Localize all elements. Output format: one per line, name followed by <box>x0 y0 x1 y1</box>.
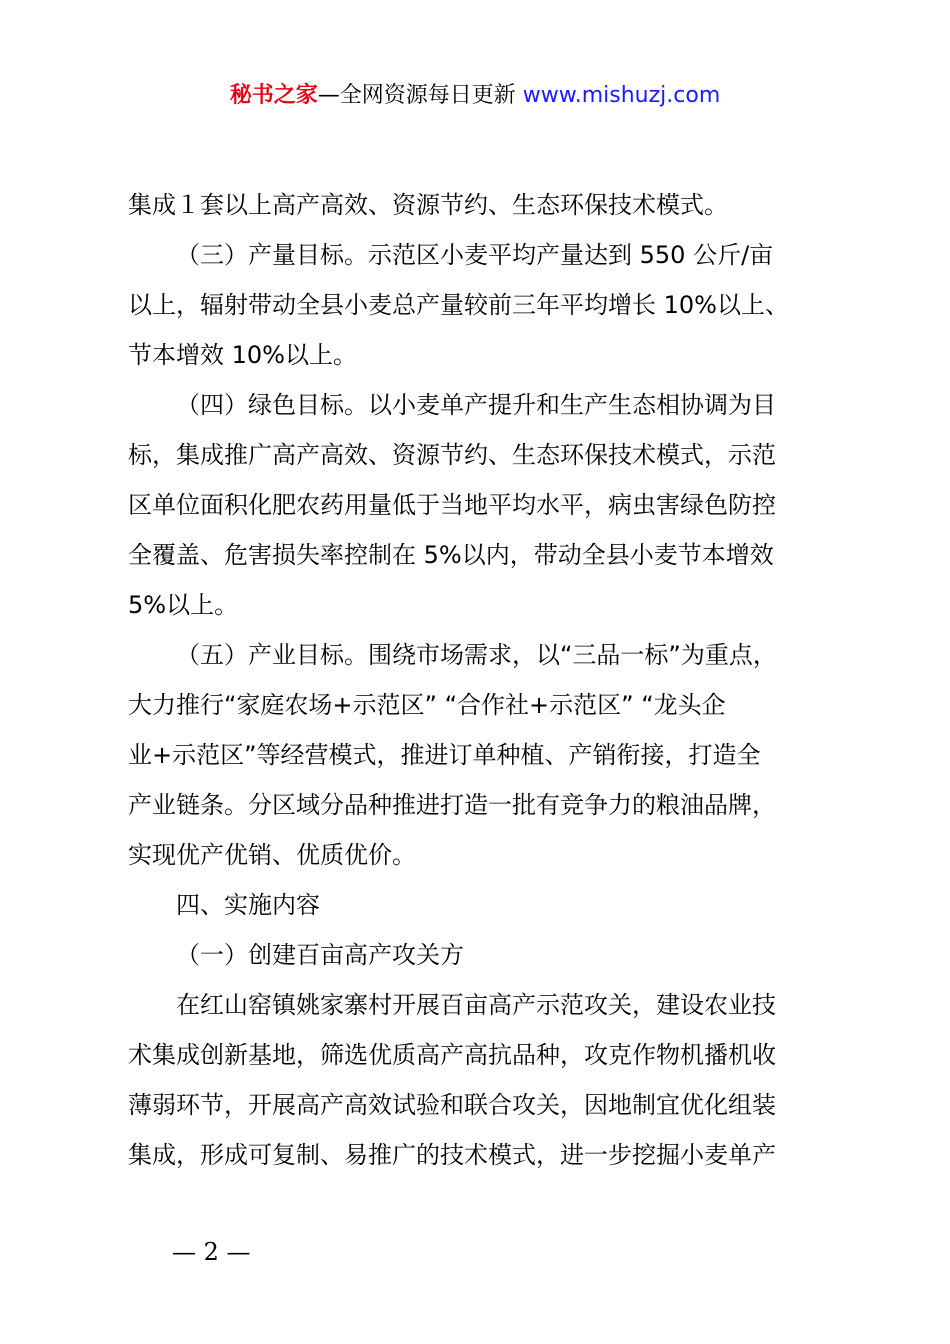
body-line: 以上，辐射带动全县小麦总产量较前三年平均增长 10%以上、 <box>128 291 789 319</box>
body-line: 集成１套以上高产高效、资源节约、生态环保技术模式。 <box>128 191 728 219</box>
paragraph-heading-industry-target: （五）产业目标。围绕市场需求，以“三品一标”为重点， <box>176 641 777 669</box>
body-line: 在红山窑镇姚家寨村开展百亩高产示范攻关，建设农业技 <box>176 991 776 1019</box>
body-line: 全覆盖、危害损失率控制在 5%以内，带动全县小麦节本增效 <box>128 541 774 569</box>
body-line: 薄弱环节，开展高产高效试验和联合攻关，因地制宜优化组装 <box>128 1091 776 1119</box>
body-line: 区单位面积化肥农药用量低于当地平均水平，病虫害绿色防控 <box>128 491 776 519</box>
body-line: 术集成创新基地，筛选优质高产高抗品种，攻克作物机播机收 <box>128 1041 776 1069</box>
brand-name: 秘书之家 <box>229 83 318 108</box>
banner-tagline: —全网资源每日更新 <box>317 83 516 108</box>
body-line: 实现优产优销、优质优价。 <box>128 841 416 869</box>
body-line: 产业链条。分区域分品种推进打造一批有竞争力的粮油品牌， <box>128 791 776 819</box>
subsection-heading-high-yield: （一）创建百亩高产攻关方 <box>176 941 464 969</box>
body-line: 5%以上。 <box>128 591 239 619</box>
site-banner <box>0 80 950 112</box>
paragraph-heading-yield-target: （三）产量目标。示范区小麦平均产量达到 550 公斤/亩 <box>176 241 774 269</box>
body-line: 标，集成推广高产高效、资源节约、生态环保技术模式，示范 <box>128 441 776 469</box>
section-heading-implementation: 四、实施内容 <box>176 891 320 919</box>
body-line: 业+示范区”等经营模式，推进订单种植、产销衔接，打造全 <box>128 741 761 769</box>
paragraph-heading-green-target: （四）绿色目标。以小麦单产提升和生产生态相协调为目 <box>176 391 776 419</box>
body-line: 大力推行“家庭农场+示范区” “合作社+示范区” “龙头企 <box>128 691 726 719</box>
document-body <box>128 180 848 1180</box>
body-line: 集成，形成可复制、易推广的技术模式，进一步挖掘小麦单产 <box>128 1141 776 1169</box>
body-line: 节本增效 10%以上。 <box>128 341 357 369</box>
page-number: — 2 — <box>172 1238 251 1266</box>
site-url-link[interactable]: www.mishuzj.com <box>522 83 721 108</box>
